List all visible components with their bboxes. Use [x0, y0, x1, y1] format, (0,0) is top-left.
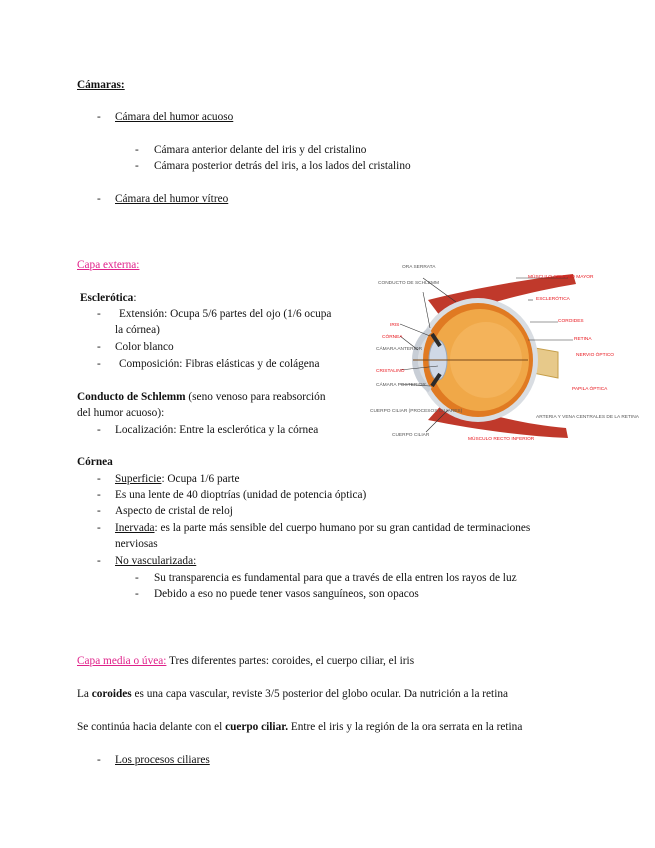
label-camara-posterior: CÁMARA POSTERIOR	[376, 383, 426, 388]
list-dash: -	[97, 111, 101, 123]
label-nervio-optico: NERVIO ÓPTICO	[576, 353, 615, 358]
list-dash: -	[97, 522, 101, 534]
label-coroides: COROIDES	[558, 319, 584, 324]
label-oblicuo-mayor: MÚSCULO OBLICUO MAYOR	[528, 275, 594, 280]
inervada-desc: : es la parte más sensible del cuerpo humano por su gran cantidad de terminaciones	[154, 522, 531, 534]
superficie-term: Superficie	[115, 473, 162, 485]
esclerotica-composicion: Composición: Fibras elásticas y de colágena	[119, 358, 320, 370]
esclerotica-extension-line2: la córnea)	[115, 324, 160, 336]
cornea-inervada-line2: nerviosas	[115, 538, 158, 550]
camara-humor-acuoso: Cámara del humor acuoso	[115, 111, 234, 123]
schlemm-line1	[77, 390, 325, 405]
label-procesos-ciliares: CUERPO CILIAR (PROCESOS CILIARES)	[370, 409, 463, 414]
schlemm-line2: del humor acuoso):	[77, 407, 165, 419]
list-dash: -	[97, 754, 101, 766]
coroides-paragraph	[77, 687, 508, 702]
camaras-heading: Cámaras:	[77, 79, 125, 91]
cornea-inervada	[115, 521, 530, 536]
cuerpo-ciliar-paragraph	[77, 720, 522, 735]
eye-anatomy-diagram	[368, 260, 639, 455]
transparencia-item: Su transparencia es fundamental para que a través de ella entren los rayos de luz	[154, 572, 517, 584]
inervada-term: Inervada	[115, 522, 155, 534]
schlemm-localizacion: Localización: Entre la esclerótica y la córnea	[115, 424, 319, 436]
vasos-item: Debido a eso no puede tener vasos sanguíneos, son opacos	[154, 588, 419, 600]
cuerpo-ciliar-term: cuerpo ciliar.	[225, 721, 289, 733]
schlemm-title: Conducto de Schlemm	[77, 391, 186, 403]
list-dash: -	[97, 308, 101, 320]
sublist-dash: -	[135, 144, 139, 156]
ciliar-text-c: Entre el iris y la región de la ora serrata en la retina	[288, 721, 523, 733]
label-ora-serrata: ORA SERRATA	[402, 265, 436, 270]
label-schlemm: CONDUCTO DE SCHLEMM	[378, 281, 439, 286]
list-dash: -	[97, 341, 101, 353]
label-papila-optica: PAPILA ÓPTICA	[572, 387, 608, 392]
esclerotica-title: Esclerótica	[80, 292, 134, 304]
cornea-aspecto: Aspecto de cristal de reloj	[115, 505, 233, 517]
sublist-dash: -	[135, 572, 139, 584]
procesos-ciliares: Los procesos ciliares	[115, 754, 210, 766]
cornea-no-vascularizada: No vascularizada:	[115, 555, 197, 567]
list-dash: -	[97, 473, 101, 485]
label-cristalino: CRISTALINO	[376, 369, 405, 374]
esclerotica-extension-line1: Extensión: Ocupa 5/6 partes del ojo (1/6 ocupa	[119, 308, 332, 320]
superficie-desc: : Ocupa 1/6 parte	[161, 473, 240, 485]
list-dash: -	[97, 505, 101, 517]
label-recto-inferior: MÚSCULO RECTO INFERIOR	[468, 437, 535, 442]
capa-media-line	[77, 654, 414, 669]
list-dash: -	[97, 193, 101, 205]
sublist-dash: -	[135, 588, 139, 600]
esclerotica-title-line	[80, 291, 136, 306]
esclerotica-colon: :	[133, 292, 137, 304]
cornea-superficie	[115, 472, 240, 487]
label-esclerotica: ESCLERÓTICA	[536, 297, 570, 302]
list-dash: -	[97, 489, 101, 501]
capa-media-desc: Tres diferentes partes: coroides, el cuerpo ciliar, el iris	[166, 655, 415, 667]
coroides-text-a: La	[77, 688, 92, 700]
label-cuerpo-ciliar: CUERPO CILIAR	[392, 433, 430, 438]
camara-humor-vitreo: Cámara del humor vítreo	[115, 193, 229, 205]
ciliar-text-a: Se continúa hacia delante con el	[77, 721, 226, 733]
list-dash: -	[97, 424, 101, 436]
label-iris: IRIS	[390, 323, 400, 328]
cornea-title: Córnea	[77, 456, 113, 468]
coroides-text-c: es una capa vascular, reviste 3/5 posterior del globo ocular. Da nutrición a la retina	[131, 688, 508, 700]
camara-anterior-item: Cámara anterior delante del iris y del cristalino	[154, 144, 367, 156]
label-retina: RETINA	[574, 337, 592, 342]
list-dash: -	[97, 358, 101, 370]
schlemm-desc: (seno venoso para reabsorción	[185, 391, 326, 403]
esclerotica-color: Color blanco	[115, 341, 174, 353]
capa-media-heading: Capa media o úvea:	[77, 655, 167, 667]
sublist-dash: -	[135, 160, 139, 172]
capa-externa-heading: Capa externa:	[77, 259, 140, 271]
label-cornea: CÓRNEA	[382, 335, 403, 340]
camara-posterior-item: Cámara posterior detrás del iris, a los lados del cristalino	[154, 160, 411, 172]
coroides-term: coroides	[91, 688, 132, 700]
cornea-lente: Es una lente de 40 dioptrías (unidad de potencia óptica)	[115, 489, 367, 501]
list-dash: -	[97, 555, 101, 567]
label-camara-anterior: CÁMARA ANTERIOR	[376, 347, 423, 352]
label-arteria-vena: ARTERIA Y VENA CENTRALES DE LA RETINA	[536, 415, 639, 420]
